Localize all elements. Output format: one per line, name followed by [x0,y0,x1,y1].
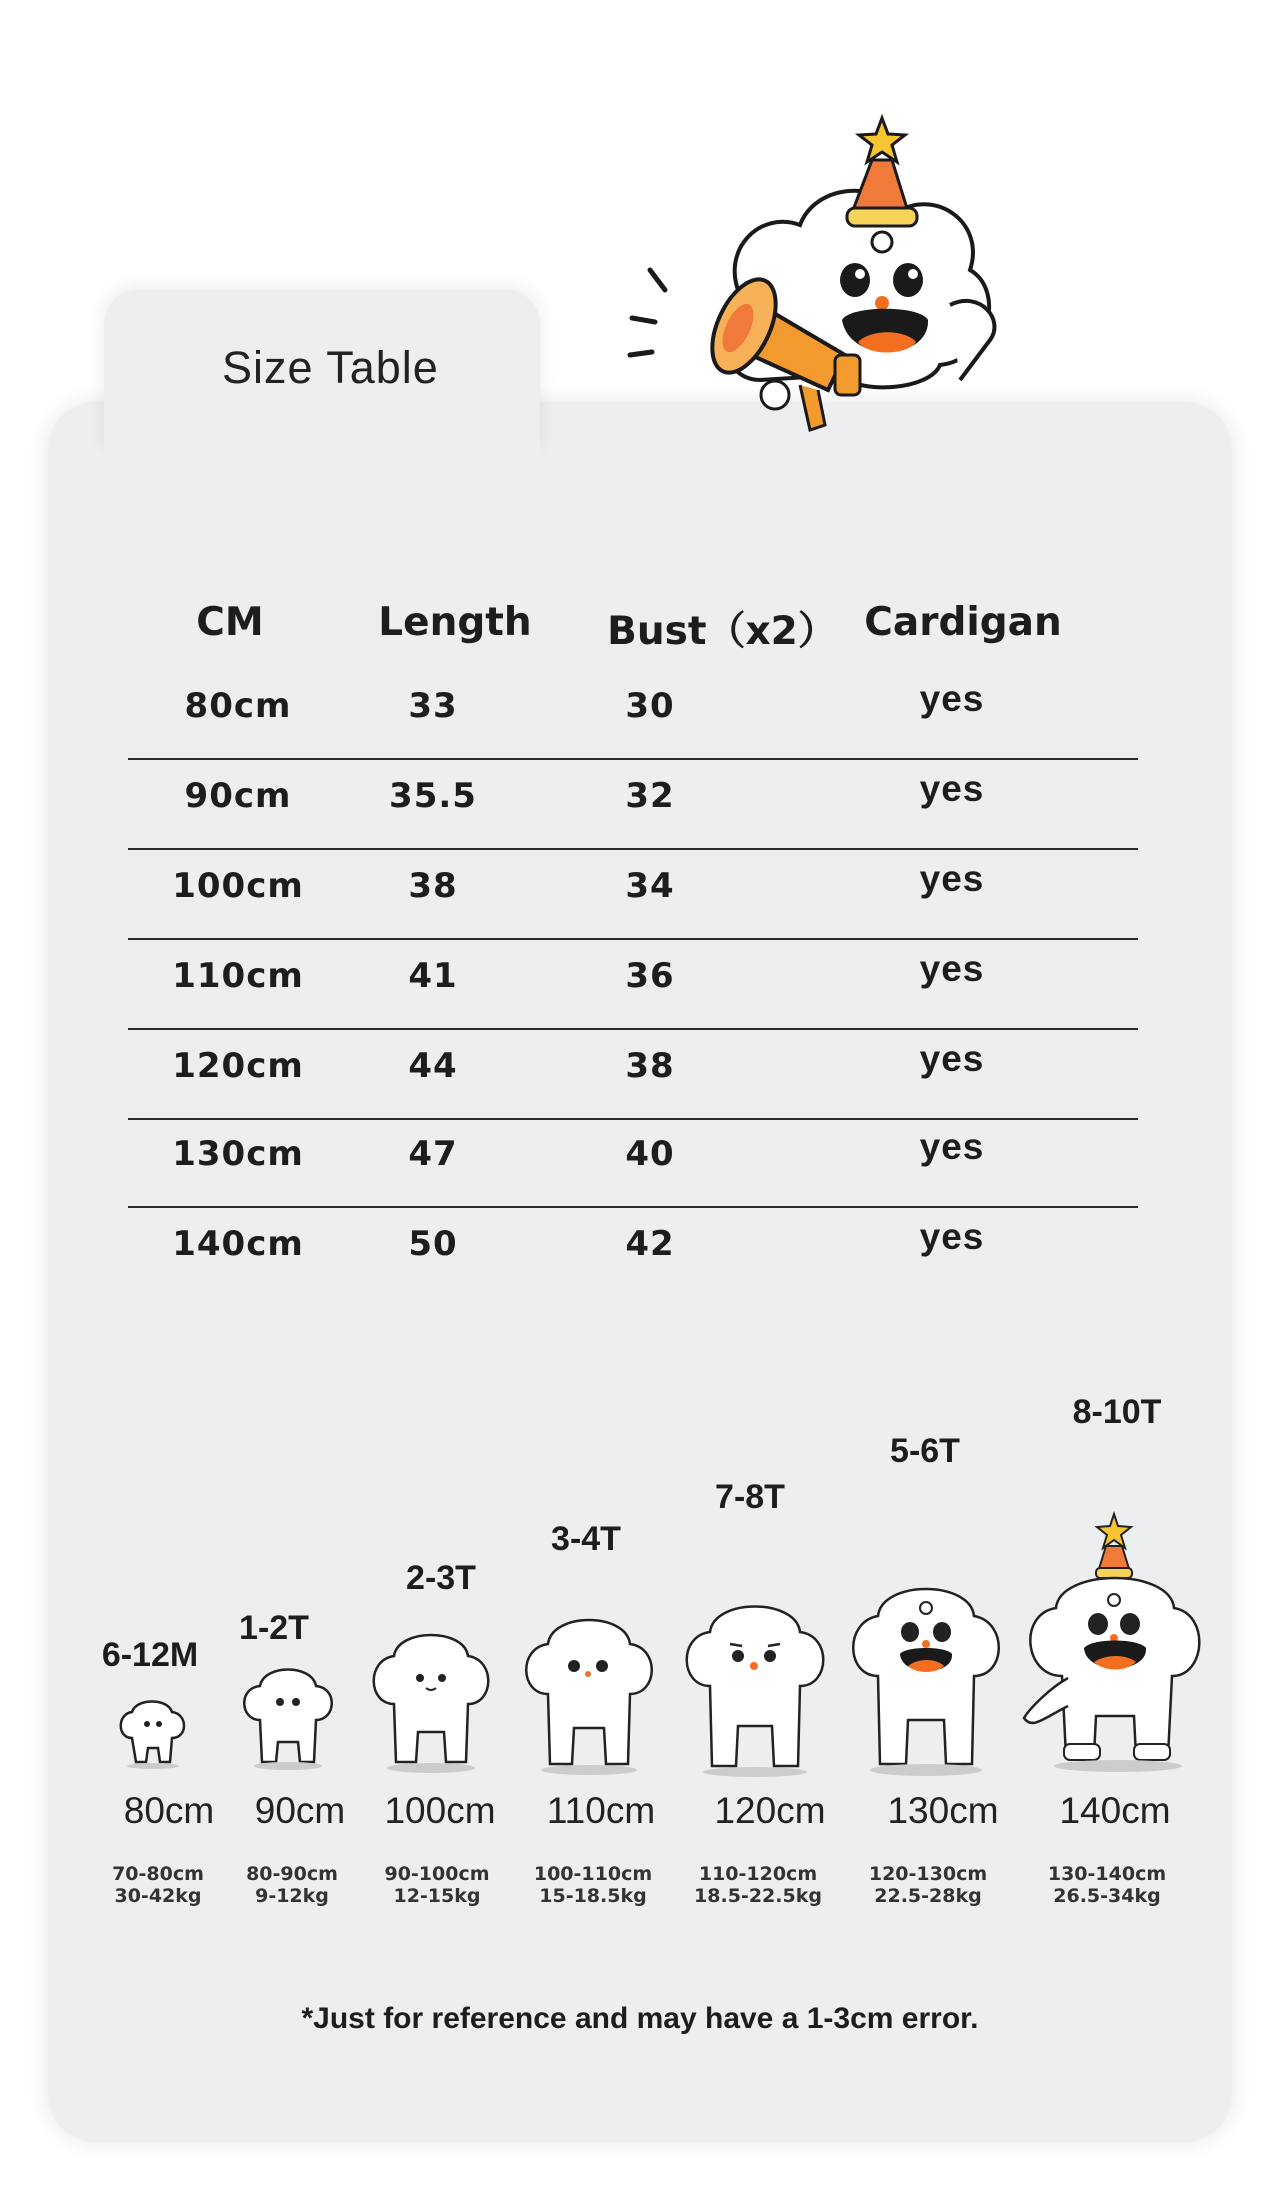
cell-cardigan: yes [919,768,985,809]
mascot-megaphone-illustration [610,90,1090,460]
cell-length: 35.5 [389,776,477,816]
table-row [128,1030,1138,1120]
table-row [128,760,1138,850]
page-title: Size Table [222,342,439,393]
cell-size: 120cm [172,1046,304,1086]
table-row [128,940,1138,1030]
range-cm: 100-110cm [533,1863,653,1885]
cell-length: 47 [408,1134,458,1174]
cell-size: 140cm [172,1224,304,1264]
age-label: 6-12M [101,1636,199,1674]
cell-cardigan: yes [919,1216,985,1257]
size-range [534,1863,652,1907]
age-label: 5-6T [890,1432,960,1470]
reference-note: *Just for reference and may have a 1-3cm error. [301,2002,979,2035]
figure-90cm-icon [234,1658,342,1776]
table-row [128,850,1138,940]
range-cm: 110-120cm [698,1863,818,1885]
cell-cardigan: yes [919,948,985,989]
range-kg: 30-42kg [114,1885,202,1907]
tab-card-join [104,400,540,460]
range-kg: 22.5-28kg [874,1885,982,1907]
figure-100cm-icon [362,1620,500,1778]
cell-size: 130cm [172,1134,304,1174]
cell-cardigan: yes [919,678,985,719]
height-label: 130cm [887,1790,999,1831]
range-cm: 130-140cm [1047,1863,1167,1885]
table-row [128,1118,1138,1208]
cell-bust: 42 [625,1224,675,1264]
range-cm: 90-100cm [384,1863,490,1885]
cell-length: 41 [408,956,458,996]
col-header-cardigan: Cardigan [864,600,1062,645]
range-kg: 26.5-34kg [1053,1885,1161,1907]
cell-bust: 36 [625,956,675,996]
size-range [1048,1863,1166,1907]
cell-size: 90cm [184,776,292,816]
range-cm: 70-80cm [112,1863,204,1885]
range-kg: 9-12kg [255,1885,329,1907]
height-label: 110cm [546,1790,656,1831]
cell-cardigan: yes [919,858,985,899]
col-header-cm: CM [196,600,264,645]
cell-cardigan: yes [919,1038,985,1079]
cell-length: 44 [408,1046,458,1086]
col-header-length: Length [378,600,532,645]
height-label: 90cm [254,1790,346,1831]
cell-length: 33 [408,686,458,726]
cell-size: 80cm [184,686,292,726]
figure-130cm-icon [840,1572,1012,1782]
height-label: 100cm [384,1790,496,1831]
age-label: 7-8T [715,1478,785,1516]
figure-80cm-icon [112,1692,194,1772]
cell-bust: 32 [625,776,675,816]
age-label: 2-3T [406,1559,476,1597]
cell-length: 38 [408,866,458,906]
cell-size: 110cm [172,956,304,996]
height-label: 80cm [123,1790,215,1831]
cell-length: 50 [408,1224,458,1264]
range-kg: 12-15kg [393,1885,481,1907]
cell-bust: 30 [625,686,675,726]
size-range [384,1863,489,1907]
cell-size: 100cm [172,866,304,906]
age-label: 1-2T [239,1609,309,1647]
size-range [694,1863,822,1907]
table-row [128,1208,1138,1298]
range-cm: 80-90cm [246,1863,338,1885]
cell-bust: 38 [625,1046,675,1086]
figure-120cm-icon [674,1590,836,1782]
size-range [112,1863,204,1907]
range-kg: 15-18.5kg [539,1885,647,1907]
height-label: 120cm [714,1790,826,1831]
size-range [869,1863,987,1907]
age-label: 8-10T [1072,1393,1162,1431]
table-row [128,670,1138,760]
size-range [246,1863,338,1907]
age-label: 3-4T [551,1520,621,1558]
range-cm: 120-130cm [868,1863,988,1885]
figure-140cm-icon [1010,1508,1210,1780]
cell-bust: 40 [625,1134,675,1174]
cell-bust: 34 [625,866,675,906]
height-label: 140cm [1059,1790,1171,1831]
figure-110cm-icon [514,1604,664,1780]
cell-cardigan: yes [919,1126,985,1167]
range-kg: 18.5-22.5kg [694,1885,822,1907]
table-header [0,600,1280,654]
col-header-bust: Bust（x2） [607,609,837,654]
